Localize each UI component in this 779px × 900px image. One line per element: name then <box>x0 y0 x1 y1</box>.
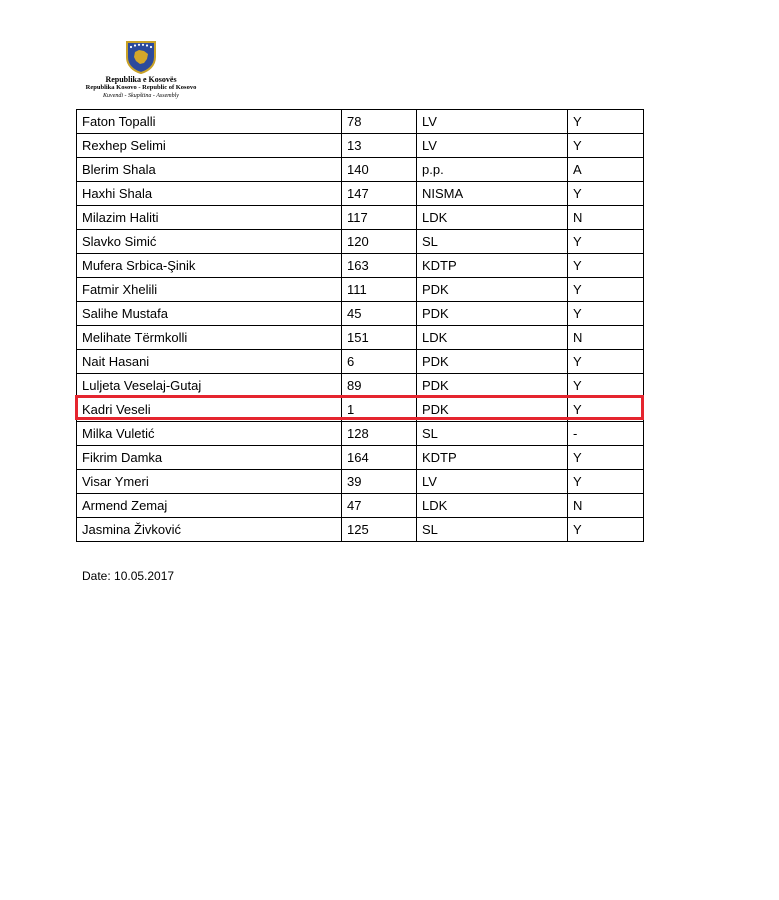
member-number-cell: 163 <box>342 254 417 278</box>
document-date: Date: 10.05.2017 <box>82 569 175 583</box>
table-row <box>77 134 644 158</box>
vote-cell: N <box>568 494 644 518</box>
party-cell: LDK <box>417 494 568 518</box>
vote-cell: Y <box>568 182 644 206</box>
table-row <box>77 278 644 302</box>
party-cell: SL <box>417 230 568 254</box>
party-cell: LV <box>417 110 568 134</box>
member-number-cell: 125 <box>342 518 417 542</box>
member-number-cell: 117 <box>342 206 417 230</box>
table-row <box>77 230 644 254</box>
member-name-cell: Armend Zemaj <box>77 494 342 518</box>
member-name-cell: Mufera Srbica-Şinik <box>77 254 342 278</box>
party-cell: PDK <box>417 350 568 374</box>
table-row <box>77 302 644 326</box>
party-cell: p.p. <box>417 158 568 182</box>
table-row <box>77 374 644 398</box>
vote-cell: Y <box>568 302 644 326</box>
party-cell: NISMA <box>417 182 568 206</box>
member-name-cell: Salihe Mustafa <box>77 302 342 326</box>
table-row <box>77 206 644 230</box>
vote-cell: Y <box>568 374 644 398</box>
party-cell: LV <box>417 470 568 494</box>
member-number-cell: 164 <box>342 446 417 470</box>
member-number-cell: 120 <box>342 230 417 254</box>
vote-cell: Y <box>568 350 644 374</box>
member-name-cell: Milka Vuletić <box>77 422 342 446</box>
member-number-cell: 13 <box>342 134 417 158</box>
party-cell: PDK <box>417 374 568 398</box>
member-name-cell: Haxhi Shala <box>77 182 342 206</box>
member-name-cell: Fatmir Xhelili <box>77 278 342 302</box>
vote-cell: Y <box>568 254 644 278</box>
vote-cell: A <box>568 158 644 182</box>
member-number-cell: 89 <box>342 374 417 398</box>
vote-cell: Y <box>568 470 644 494</box>
table-row <box>77 110 644 134</box>
header-assembly: Kuvendi - Skupština - Assembly <box>103 93 179 99</box>
table-row <box>77 494 644 518</box>
member-number-cell: 39 <box>342 470 417 494</box>
member-name-cell: Milazim Haliti <box>77 206 342 230</box>
kosovo-coat-of-arms-icon <box>125 40 157 74</box>
vote-cell: Y <box>568 278 644 302</box>
member-name-cell: Luljeta Veselaj-Gutaj <box>77 374 342 398</box>
member-name-cell: Jasmina Živković <box>77 518 342 542</box>
member-number-cell: 151 <box>342 326 417 350</box>
table-row <box>77 350 644 374</box>
party-cell: KDTP <box>417 446 568 470</box>
member-name-cell: Rexhep Selimi <box>77 134 342 158</box>
member-name-cell: Nait Hasani <box>77 350 342 374</box>
vote-cell: N <box>568 326 644 350</box>
vote-cell: Y <box>568 230 644 254</box>
vote-table <box>76 109 644 542</box>
vote-cell: Y <box>568 518 644 542</box>
vote-cell: Y <box>568 110 644 134</box>
member-name-cell: Fikrim Damka <box>77 446 342 470</box>
vote-cell: Y <box>568 398 644 422</box>
member-number-cell: 45 <box>342 302 417 326</box>
table-row <box>77 326 644 350</box>
member-number-cell: 47 <box>342 494 417 518</box>
table-row <box>77 446 644 470</box>
member-name-cell: Faton Topalli <box>77 110 342 134</box>
member-number-cell: 6 <box>342 350 417 374</box>
member-number-cell: 78 <box>342 110 417 134</box>
header-republic-sr-en: Republika Kosovo - Republic of Kosovo <box>85 84 197 91</box>
party-cell: PDK <box>417 278 568 302</box>
vote-cell: - <box>568 422 644 446</box>
table-row <box>77 158 644 182</box>
header-republic-sq: Republika e Kosovës <box>105 75 177 84</box>
party-cell: LDK <box>417 206 568 230</box>
vote-cell: Y <box>568 446 644 470</box>
member-number-cell: 140 <box>342 158 417 182</box>
party-cell: SL <box>417 518 568 542</box>
member-number-cell: 1 <box>342 398 417 422</box>
member-name-cell: Blerim Shala <box>77 158 342 182</box>
party-cell: PDK <box>417 398 568 422</box>
party-cell: LDK <box>417 326 568 350</box>
member-number-cell: 147 <box>342 182 417 206</box>
member-number-cell: 111 <box>342 278 417 302</box>
table-row <box>77 470 644 494</box>
table-row <box>77 254 644 278</box>
table-row-highlighted <box>77 398 644 422</box>
table-row <box>77 422 644 446</box>
vote-cell: Y <box>568 134 644 158</box>
party-cell: SL <box>417 422 568 446</box>
party-cell: LV <box>417 134 568 158</box>
member-number-cell: 128 <box>342 422 417 446</box>
party-cell: KDTP <box>417 254 568 278</box>
member-name-cell: Visar Ymeri <box>77 470 342 494</box>
member-name-cell: Slavko Simić <box>77 230 342 254</box>
member-name-cell: Melihate Tërmkolli <box>77 326 342 350</box>
letterhead <box>80 40 202 100</box>
member-name-cell: Kadri Veseli <box>77 398 342 422</box>
table-row <box>77 182 644 206</box>
vote-cell: N <box>568 206 644 230</box>
table-row <box>77 518 644 542</box>
party-cell: PDK <box>417 302 568 326</box>
